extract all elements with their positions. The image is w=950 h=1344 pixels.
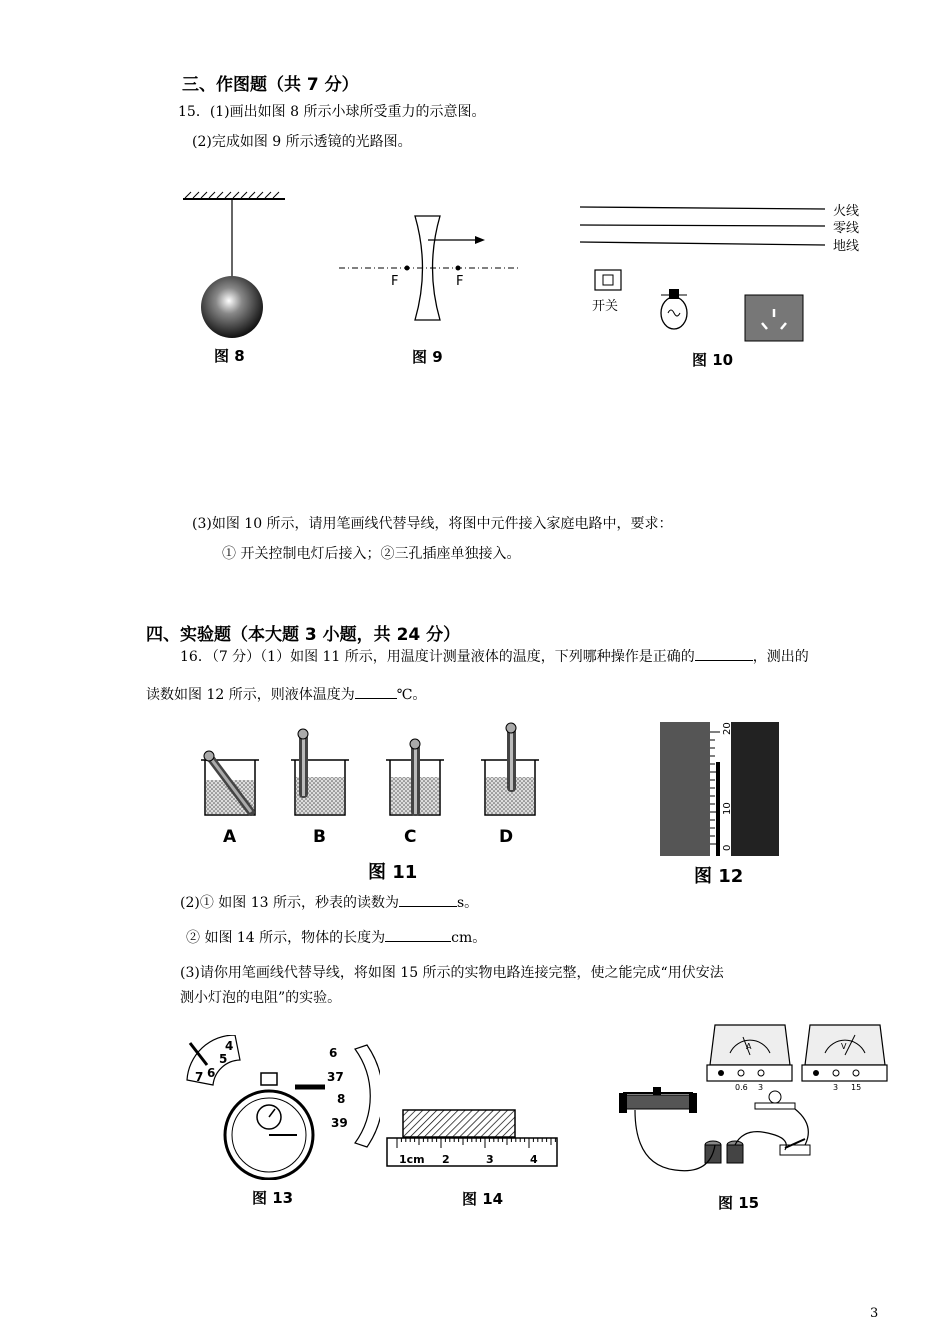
ruler-label-2: 2 bbox=[442, 1153, 450, 1166]
ammeter-symbol: A bbox=[746, 1042, 752, 1051]
answer-blank-stopwatch[interactable] bbox=[399, 894, 457, 907]
rheostat-icon bbox=[619, 1087, 697, 1113]
figure-8 bbox=[175, 185, 295, 365]
ball-icon bbox=[201, 276, 263, 338]
beaker-b bbox=[291, 729, 349, 815]
figure-10-caption: 图 10 bbox=[692, 351, 734, 369]
scale-label-10: 10 bbox=[722, 802, 733, 815]
minute-label-5: 5 bbox=[219, 1052, 228, 1066]
voltmeter-symbol: V bbox=[841, 1042, 847, 1051]
minute-label-4: 4 bbox=[225, 1039, 234, 1053]
focus-right-label: F bbox=[456, 274, 464, 289]
figure-14-caption: 图 14 bbox=[462, 1190, 504, 1208]
voltmeter-terminal-15: 15 bbox=[851, 1083, 862, 1092]
answer-blank-length[interactable] bbox=[385, 929, 451, 942]
voltmeter-terminal-3: 3 bbox=[833, 1083, 839, 1092]
neutral-wire-label: 零线 bbox=[833, 221, 860, 236]
beaker-c bbox=[386, 739, 444, 816]
question-15-part-1: 15．(1)画出如图 8 所示小球所受重力的示意图。 bbox=[178, 104, 486, 120]
second-label-39: 39 bbox=[331, 1116, 348, 1130]
question-16-part-2-2: ② 如图 14 所示，物体的长度为 cm。 bbox=[186, 930, 487, 946]
answer-blank-temperature[interactable] bbox=[355, 686, 397, 699]
question-15-part-2: (2)完成如图 9 所示透镜的光路图。 bbox=[192, 134, 412, 150]
figure-9-caption: 图 9 bbox=[412, 348, 443, 366]
figure-9 bbox=[335, 208, 525, 328]
minute-label-6: 6 bbox=[207, 1066, 216, 1080]
ruler-label-1cm: 1cm bbox=[399, 1153, 425, 1166]
ground-wire-label: 地线 bbox=[833, 239, 860, 254]
scale-label-20: 20 bbox=[722, 722, 733, 735]
figure-15 bbox=[615, 1015, 890, 1185]
focus-left-label: F bbox=[391, 274, 399, 289]
ruler-label-3: 3 bbox=[486, 1153, 494, 1166]
section-3-title: 三、作图题（共 7 分） bbox=[182, 75, 359, 95]
page-number: 3 bbox=[870, 1306, 879, 1321]
question-15-part-3-requirements: ① 开关控制电灯后接入；②三孔插座单独接入。 bbox=[222, 546, 521, 562]
battery-icon bbox=[705, 1141, 743, 1163]
figure-13-caption: 图 13 bbox=[252, 1189, 294, 1207]
voltmeter-icon bbox=[802, 1025, 887, 1092]
question-16-part-1-line-2: 读数如图 12 所示，则液体温度为 ℃。 bbox=[146, 687, 427, 703]
light-bulb-icon bbox=[755, 1091, 795, 1109]
switch-icon bbox=[595, 270, 621, 290]
question-15-part-3: (3)如图 10 所示，请用笔画线代替导线，将图中元件接入家庭电路中，要求： bbox=[192, 516, 673, 532]
ammeter-terminal-06: 0.6 bbox=[735, 1083, 748, 1092]
figure-15-caption: 图 15 bbox=[718, 1194, 760, 1212]
option-a-label: A bbox=[223, 827, 237, 847]
question-16-part-1-line-1: 16．（7 分）（1）如图 11 所示，用温度计测量液体的温度，下列哪种操作是正确的 ，测出的 bbox=[180, 649, 809, 665]
figure-11-caption: 图 11 bbox=[368, 862, 418, 883]
minute-label-7: 7 bbox=[195, 1070, 204, 1084]
second-label-6: 6 bbox=[329, 1046, 338, 1060]
measured-block bbox=[403, 1110, 515, 1137]
live-wire-label: 火线 bbox=[833, 204, 860, 219]
option-d-label: D bbox=[499, 827, 514, 847]
option-b-label: B bbox=[313, 827, 326, 847]
figure-10 bbox=[575, 195, 875, 350]
question-16-part-3-line-2: 测小灯泡的电阻”的实验。 bbox=[180, 990, 342, 1006]
question-16-part-2-1: (2)① 如图 13 所示，秒表的读数为 s。 bbox=[180, 895, 479, 911]
figure-12-caption: 图 12 bbox=[694, 866, 744, 887]
beaker-d bbox=[481, 723, 539, 815]
second-label-8: 8 bbox=[337, 1092, 346, 1106]
figure-11 bbox=[195, 720, 555, 850]
ruler-label-4: 4 bbox=[530, 1153, 538, 1166]
option-c-label: C bbox=[404, 827, 417, 847]
answer-blank-operation[interactable] bbox=[695, 648, 753, 661]
figure-12 bbox=[660, 722, 780, 857]
second-label-37: 37 bbox=[327, 1070, 344, 1084]
question-16-part-3-line-1: (3)请你用笔画线代替导线，将如图 15 所示的实物电路连接完整，使之能完成“用伏安法 bbox=[180, 965, 724, 981]
ammeter-icon bbox=[707, 1025, 792, 1092]
figure-8-caption: 图 8 bbox=[214, 347, 245, 365]
section-4-title: 四、实验题（本大题 3 小题，共 24 分） bbox=[146, 625, 461, 645]
beaker-a bbox=[201, 751, 259, 815]
switch-label: 开关 bbox=[592, 299, 619, 314]
three-hole-socket-icon bbox=[745, 295, 803, 341]
scale-label-0: 0 bbox=[722, 844, 733, 851]
light-bulb-icon bbox=[661, 289, 687, 329]
figure-14 bbox=[385, 1105, 560, 1170]
ammeter-terminal-3: 3 bbox=[758, 1083, 764, 1092]
figure-13 bbox=[185, 1035, 380, 1180]
